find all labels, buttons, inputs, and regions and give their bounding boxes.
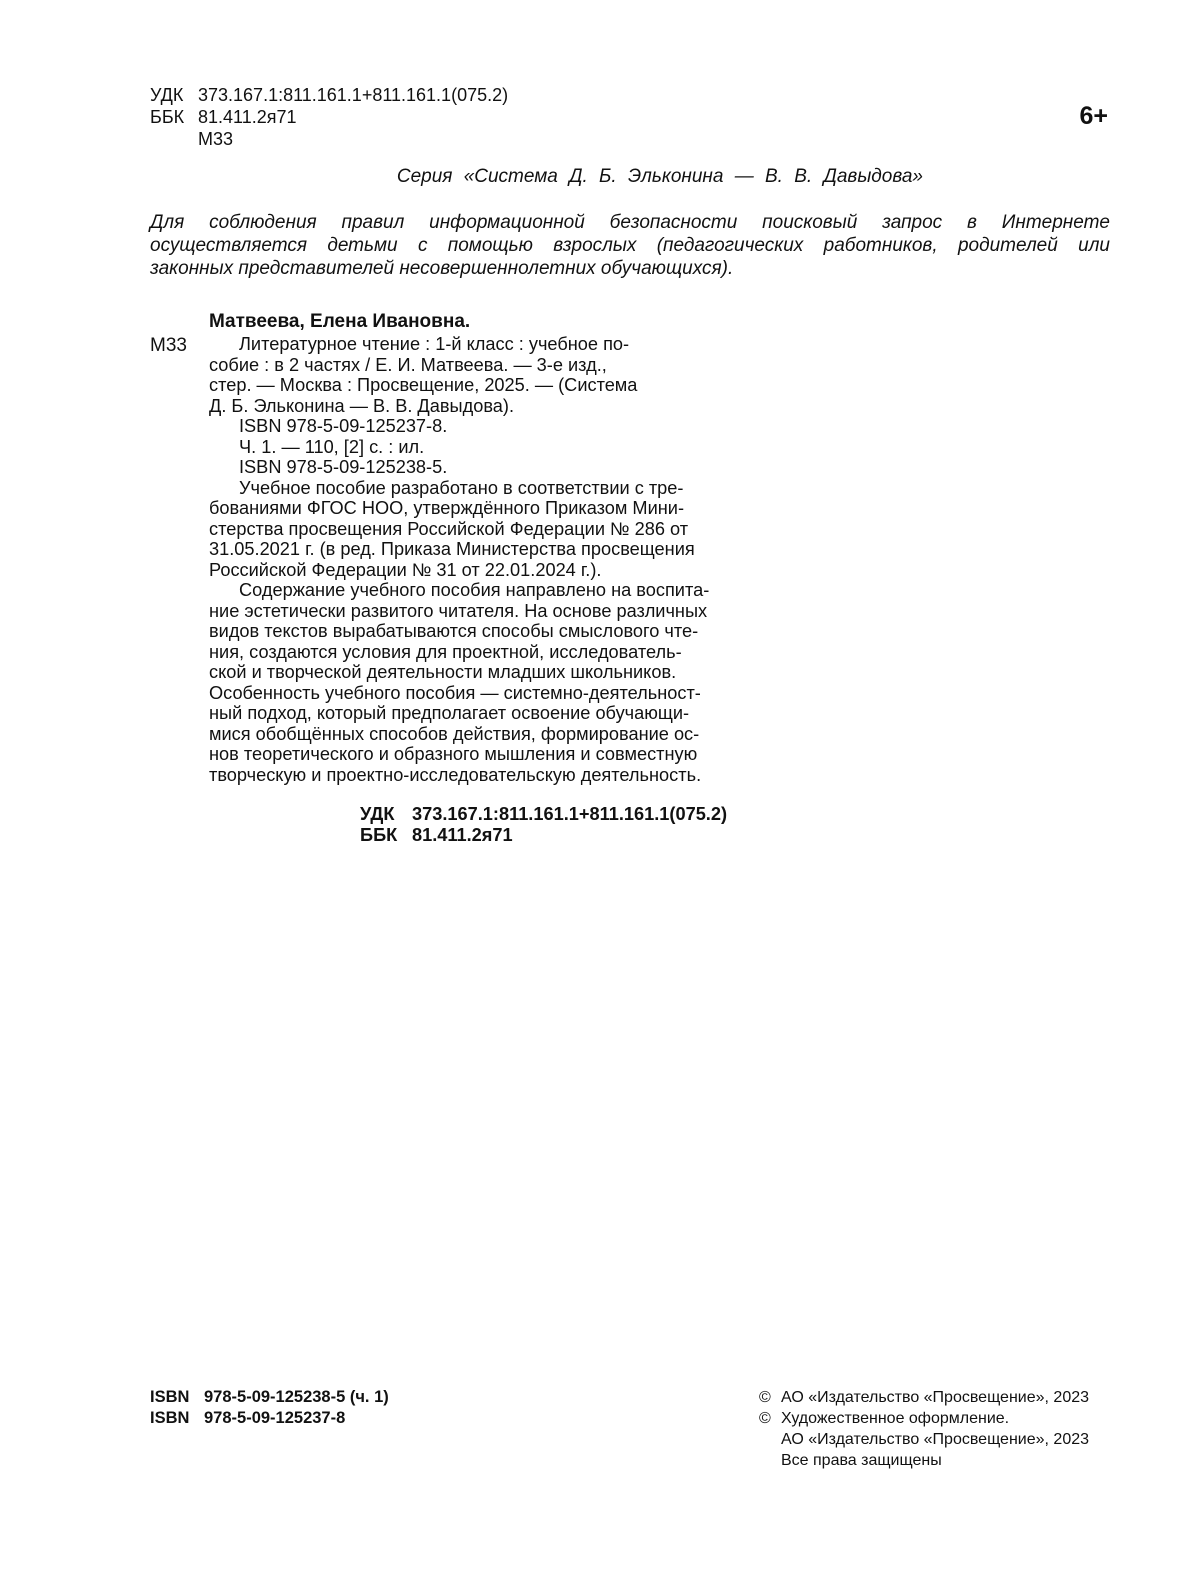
card-title-line: Д. Б. Эльконина — В. В. Давыдова).: [209, 395, 515, 416]
notice-line: Для соблюдения правил информационной безопасности поисковый запрос в Интернете: [150, 212, 1110, 233]
copyright-line: АО «Издательство «Просвещение», 2023: [781, 1431, 1090, 1448]
card-para2-line: Содержание учебного пособия направлено на воспита-: [239, 580, 710, 600]
copyright-block: [759, 1387, 1089, 1471]
card-bbk: [360, 825, 513, 846]
card-para1-line: Российской Федерации № 31 от 22.01.2024 г.).: [209, 559, 602, 580]
card-para1-line: Учебное пособие разработано в соответствии с тре-: [239, 477, 684, 498]
copyright-symbol: ©: [759, 1389, 771, 1406]
card-part: Ч. 1. — 110, [2] с. : ил.: [239, 436, 425, 457]
copyright-symbol: ©: [759, 1410, 771, 1427]
series-title: Серия «Система Д. Б. Эльконина — В. В. Давыдова»: [396, 166, 923, 187]
card-para2-line: ния, создаются условия для проектной, исследователь-: [209, 641, 682, 662]
copyright-line: [759, 1387, 1089, 1408]
card-udk-label: УДК: [360, 804, 395, 824]
notice-line: осуществляется детьми с помощью взрослых (педагогических работников, родителей или: [150, 235, 1110, 256]
card-para2-line: Особенность учебного пособия — системно-деятельност-: [209, 682, 701, 703]
card-bbk-value: 81.411.2я71: [412, 825, 513, 845]
classification-codes: [150, 84, 508, 150]
isbn-label: ISBN: [150, 1409, 190, 1427]
card-mark: М33: [150, 335, 187, 356]
udk-label: УДК: [150, 85, 184, 105]
bbk-label: ББК: [150, 107, 185, 127]
card-title-line: собие : в 2 частях / Е. И. Матвеева. — 3-е изд.,: [209, 354, 607, 375]
copyright-text: АО «Издательство «Просвещение», 2023: [781, 1389, 1090, 1406]
copyright-text: Художественное оформление.: [781, 1410, 1010, 1427]
card-title-line: стер. — Москва : Просвещение, 2025. — (Система: [209, 375, 638, 395]
card-para2-line: творческую и проектно-исследовательскую деятельность.: [209, 764, 702, 785]
card-title-line: Литературное чтение : 1-й класс : учебное по-: [239, 334, 630, 354]
isbn-value: 978-5-09-125238-5 (ч. 1): [204, 1388, 389, 1406]
udk-value: 373.167.1:811.161.1+811.161.1(075.2): [198, 85, 509, 105]
card-bbk-label: ББК: [360, 825, 398, 845]
author-mark: М33: [198, 129, 234, 149]
udk-row: [150, 84, 508, 106]
bbk-value: 81.411.2я71: [198, 107, 297, 127]
isbn-list: [150, 1387, 389, 1429]
isbn-row: [150, 1387, 389, 1408]
card-para2-line: нов теоретического и образного мышления и совместную: [209, 744, 698, 764]
rights-reserved: Все права защищены: [781, 1452, 942, 1469]
safety-notice: [150, 211, 1110, 280]
card-body: [209, 334, 789, 785]
card-para1-line: 31.05.2021 г. (в ред. Приказа Министерства просвещения: [209, 539, 695, 559]
isbn-label: ISBN: [150, 1388, 190, 1406]
card-para2-line: ской и творческой деятельности младших школьников.: [209, 662, 677, 682]
card-para2-line: ный подход, который предполагает освоение обучающи-: [209, 703, 690, 723]
card-isbn-set: ISBN 978-5-09-125237-8.: [239, 416, 448, 436]
card-isbn-part: ISBN 978-5-09-125238-5.: [239, 457, 448, 477]
isbn-value: 978-5-09-125237-8: [204, 1409, 346, 1427]
card-author: Матвеева, Елена Ивановна.: [209, 311, 471, 332]
card-para2-line: видов текстов вырабатываются способы смыслового чте-: [209, 621, 699, 641]
card-para2-line: мися обобщённых способов действия, формирование ос-: [209, 723, 700, 744]
card-para2-line: ние эстетически развитого читателя. На основе различных: [209, 600, 708, 621]
card-para1-line: бованиями ФГОС НОО, утверждённого Приказом Мини-: [209, 498, 684, 518]
notice-line: законных представителей несовершеннолетних обучающихся).: [150, 258, 734, 279]
copyright-line: [759, 1408, 1089, 1429]
bbk-row: [150, 106, 508, 128]
card-para1-line: стерства просвещения Российской Федерации № 286 от: [209, 518, 689, 539]
isbn-row: [150, 1408, 389, 1429]
card-udk: [360, 804, 727, 825]
age-rating: 6+: [1079, 102, 1108, 130]
card-udk-value: 373.167.1:811.161.1+811.161.1(075.2): [412, 804, 728, 824]
